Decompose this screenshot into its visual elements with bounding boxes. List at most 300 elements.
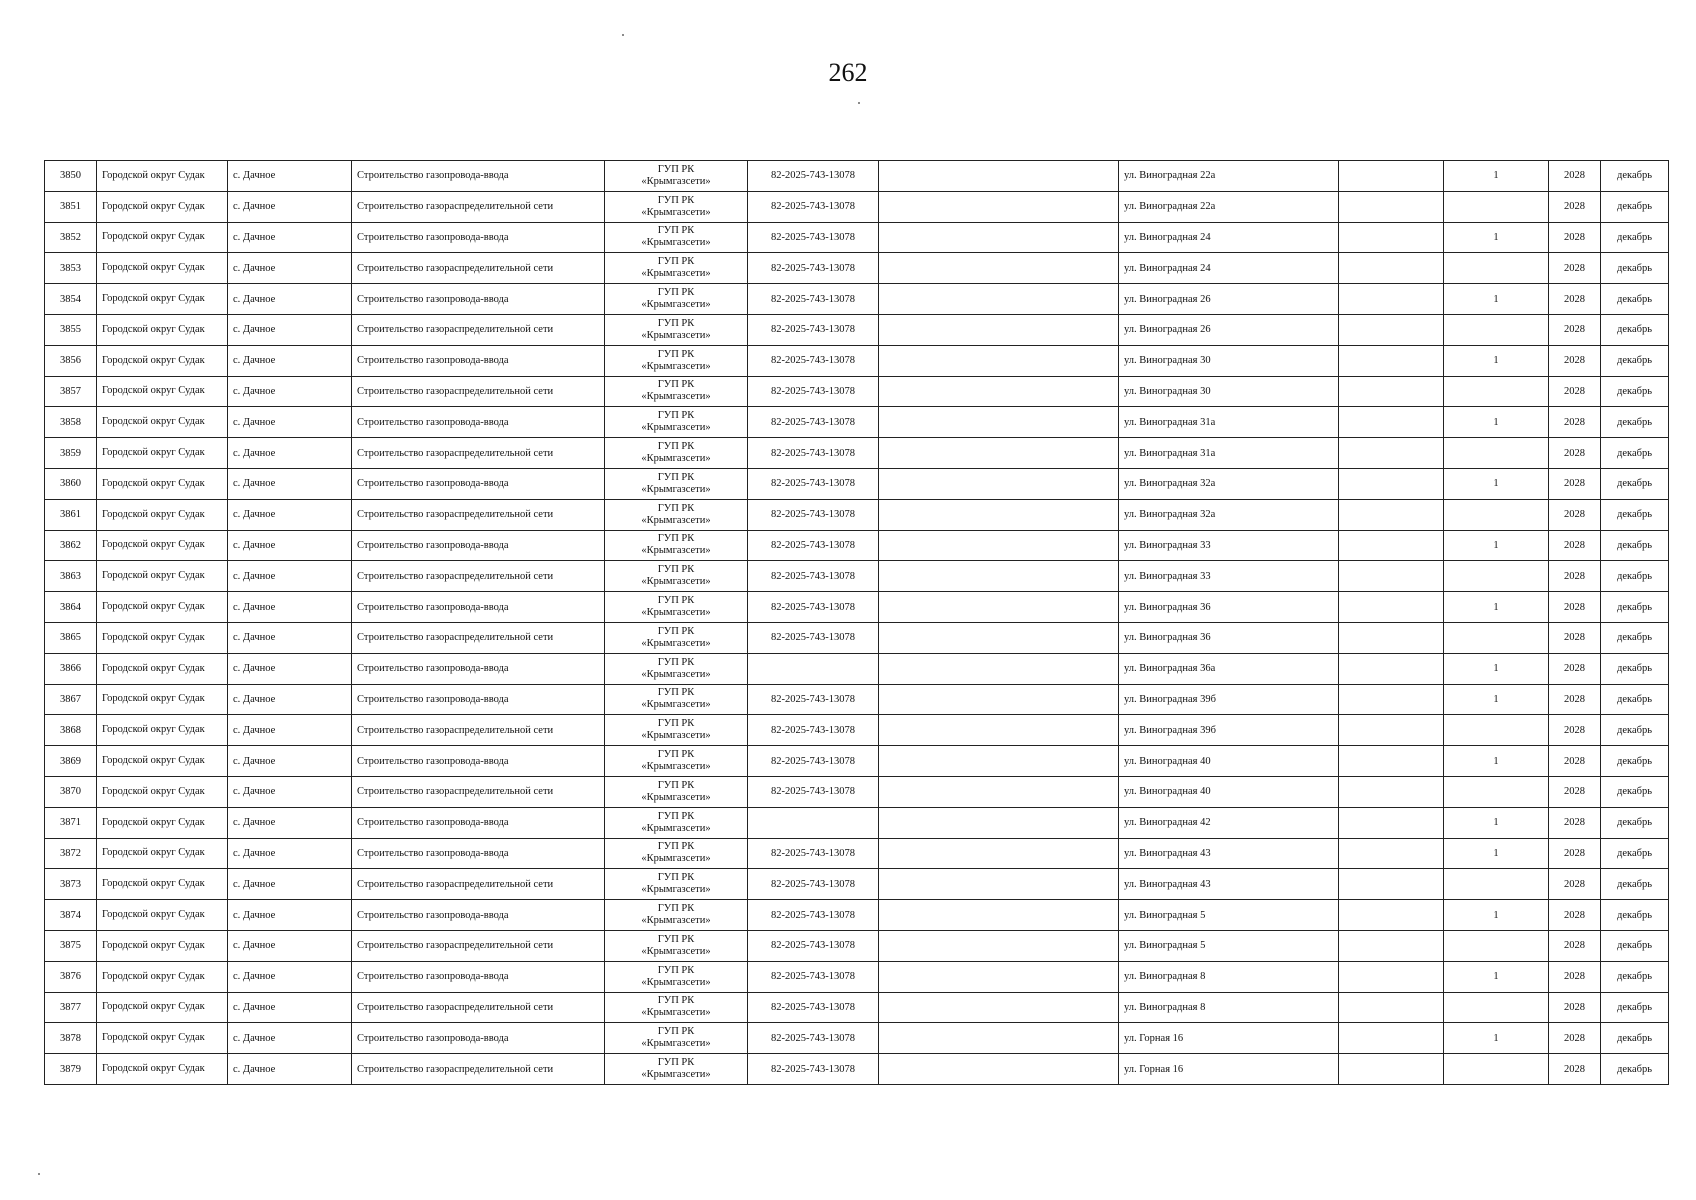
address-cell: ул. Виноградная 5 [1119, 930, 1339, 961]
empty-cell [879, 191, 1119, 222]
empty-cell [879, 314, 1119, 345]
village-cell: с. Дачное [228, 653, 352, 684]
quantity-cell [1444, 992, 1549, 1023]
row-number-cell: 3863 [45, 561, 97, 592]
owner-name: ГУП РК [657, 687, 695, 699]
month-cell: декабрь [1601, 345, 1669, 376]
work-type-cell: Строительство газораспределительной сети [352, 191, 605, 222]
table-row [45, 1023, 1669, 1054]
owner-brand: «Крымгазсети» [641, 329, 711, 341]
row-number-cell: 3868 [45, 715, 97, 746]
empty-cell [1339, 407, 1444, 438]
page-number: 262 [828, 58, 868, 87]
owner-name: ГУП РК [657, 533, 695, 545]
owner-brand: «Крымгазсети» [641, 175, 711, 187]
row-number-cell: 3851 [45, 191, 97, 222]
code-cell: 82-2025-743-13078 [748, 715, 879, 746]
village-cell: с. Дачное [228, 1023, 352, 1054]
district-cell: Городской округ Судак [97, 222, 228, 253]
work-type-cell: Строительство газораспределительной сети [352, 1054, 605, 1085]
row-number-cell: 3850 [45, 161, 97, 192]
empty-cell [1339, 838, 1444, 869]
year-cell: 2028 [1549, 530, 1601, 561]
empty-cell [1339, 345, 1444, 376]
quantity-cell: 1 [1444, 900, 1549, 931]
work-type-cell: Строительство газопровода-ввода [352, 530, 605, 561]
work-type-cell: Строительство газопровода-ввода [352, 653, 605, 684]
empty-cell [1339, 992, 1444, 1023]
empty-cell [879, 530, 1119, 561]
month-cell: декабрь [1601, 407, 1669, 438]
owner-cell [605, 869, 748, 900]
table-row [45, 345, 1669, 376]
month-cell: декабрь [1601, 253, 1669, 284]
district-cell: Городской округ Судак [97, 407, 228, 438]
address-cell: ул. Виноградная 30 [1119, 345, 1339, 376]
scan-speck [622, 34, 624, 36]
empty-cell [879, 468, 1119, 499]
quantity-cell [1444, 776, 1549, 807]
year-cell: 2028 [1549, 1023, 1601, 1054]
quantity-cell [1444, 314, 1549, 345]
table-row [45, 592, 1669, 623]
owner-cell [605, 468, 748, 499]
address-cell: ул. Виноградная 43 [1119, 838, 1339, 869]
owner-cell [605, 1023, 748, 1054]
owner-brand: «Крымгазсети» [641, 483, 711, 495]
year-cell: 2028 [1549, 746, 1601, 777]
village-cell: с. Дачное [228, 253, 352, 284]
address-cell: ул. Виноградная 36а [1119, 653, 1339, 684]
owner-brand: «Крымгазсети» [641, 1038, 711, 1050]
row-number-cell: 3856 [45, 345, 97, 376]
empty-cell [1339, 900, 1444, 931]
table-row [45, 499, 1669, 530]
empty-cell [879, 838, 1119, 869]
work-type-cell: Строительство газораспределительной сети [352, 869, 605, 900]
month-cell: декабрь [1601, 900, 1669, 931]
quantity-cell: 1 [1444, 1023, 1549, 1054]
year-cell: 2028 [1549, 376, 1601, 407]
owner-cell [605, 838, 748, 869]
empty-cell [1339, 561, 1444, 592]
month-cell: декабрь [1601, 222, 1669, 253]
district-cell: Городской округ Судак [97, 345, 228, 376]
address-cell: ул. Виноградная 32а [1119, 499, 1339, 530]
address-cell: ул. Виноградная 31а [1119, 407, 1339, 438]
code-cell: 82-2025-743-13078 [748, 776, 879, 807]
table-row [45, 838, 1669, 869]
row-number-cell: 3864 [45, 592, 97, 623]
owner-name: ГУП РК [657, 656, 695, 668]
owner-brand: «Крымгазсети» [641, 268, 711, 280]
table-row [45, 314, 1669, 345]
year-cell: 2028 [1549, 561, 1601, 592]
empty-cell [879, 253, 1119, 284]
scan-speck [858, 102, 860, 104]
quantity-cell [1444, 1054, 1549, 1085]
code-cell: 82-2025-743-13078 [748, 561, 879, 592]
empty-cell [1339, 776, 1444, 807]
owner-name: ГУП РК [657, 903, 695, 915]
year-cell: 2028 [1549, 653, 1601, 684]
registry-rows [45, 161, 1669, 1085]
owner-brand: «Крымгазсети» [641, 945, 711, 957]
owner-brand: «Крымгазсети» [641, 699, 711, 711]
quantity-cell: 1 [1444, 468, 1549, 499]
owner-brand: «Крымгазсети» [641, 976, 711, 988]
work-type-cell: Строительство газопровода-ввода [352, 592, 605, 623]
empty-cell [879, 992, 1119, 1023]
year-cell: 2028 [1549, 961, 1601, 992]
empty-cell [879, 499, 1119, 530]
district-cell: Городской округ Судак [97, 622, 228, 653]
month-cell: декабрь [1601, 561, 1669, 592]
owner-cell [605, 653, 748, 684]
district-cell: Городской округ Судак [97, 161, 228, 192]
owner-cell [605, 253, 748, 284]
year-cell: 2028 [1549, 1054, 1601, 1085]
row-number-cell: 3870 [45, 776, 97, 807]
empty-cell [879, 807, 1119, 838]
code-cell: 82-2025-743-13078 [748, 530, 879, 561]
empty-cell [1339, 222, 1444, 253]
empty-cell [1339, 746, 1444, 777]
work-type-cell: Строительство газопровода-ввода [352, 468, 605, 499]
empty-cell [1339, 530, 1444, 561]
table-row [45, 284, 1669, 315]
month-cell: декабрь [1601, 284, 1669, 315]
row-number-cell: 3874 [45, 900, 97, 931]
work-type-cell: Строительство газопровода-ввода [352, 807, 605, 838]
empty-cell [879, 869, 1119, 900]
district-cell: Городской округ Судак [97, 314, 228, 345]
year-cell: 2028 [1549, 161, 1601, 192]
table-row [45, 376, 1669, 407]
month-cell: декабрь [1601, 191, 1669, 222]
table-row [45, 930, 1669, 961]
empty-cell [1339, 684, 1444, 715]
owner-name: ГУП РК [657, 225, 695, 237]
code-cell: 82-2025-743-13078 [748, 1023, 879, 1054]
district-cell: Городской округ Судак [97, 561, 228, 592]
owner-cell [605, 499, 748, 530]
code-cell: 82-2025-743-13078 [748, 438, 879, 469]
owner-brand: «Крымгазсети» [641, 391, 711, 403]
owner-name: ГУП РК [657, 287, 695, 299]
owner-brand: «Крымгазсети» [641, 422, 711, 434]
table-row [45, 746, 1669, 777]
month-cell: декабрь [1601, 499, 1669, 530]
empty-cell [1339, 807, 1444, 838]
address-cell: ул. Виноградная 40 [1119, 746, 1339, 777]
code-cell: 82-2025-743-13078 [748, 930, 879, 961]
code-cell: 82-2025-743-13078 [748, 407, 879, 438]
month-cell: декабрь [1601, 1023, 1669, 1054]
owner-brand: «Крымгазсети» [641, 576, 711, 588]
month-cell: декабрь [1601, 992, 1669, 1023]
owner-cell [605, 438, 748, 469]
owner-cell [605, 561, 748, 592]
year-cell: 2028 [1549, 499, 1601, 530]
address-cell: ул. Виноградная 22а [1119, 191, 1339, 222]
quantity-cell [1444, 499, 1549, 530]
year-cell: 2028 [1549, 284, 1601, 315]
code-cell [748, 653, 879, 684]
empty-cell [1339, 1054, 1444, 1085]
owner-name: ГУП РК [657, 1057, 695, 1068]
address-cell: ул. Виноградная 30 [1119, 376, 1339, 407]
owner-brand: «Крымгазсети» [641, 607, 711, 619]
owner-name: ГУП РК [657, 502, 695, 514]
village-cell: с. Дачное [228, 807, 352, 838]
address-cell: ул. Виноградная 24 [1119, 253, 1339, 284]
owner-name: ГУП РК [657, 995, 695, 1007]
month-cell: декабрь [1601, 1054, 1669, 1085]
district-cell: Городской округ Судак [97, 530, 228, 561]
code-cell: 82-2025-743-13078 [748, 499, 879, 530]
village-cell: с. Дачное [228, 222, 352, 253]
address-cell: ул. Горная 16 [1119, 1054, 1339, 1085]
village-cell: с. Дачное [228, 838, 352, 869]
empty-cell [1339, 314, 1444, 345]
row-number-cell: 3857 [45, 376, 97, 407]
work-type-cell: Строительство газопровода-ввода [352, 900, 605, 931]
owner-name: ГУП РК [657, 779, 695, 791]
row-number-cell: 3871 [45, 807, 97, 838]
quantity-cell: 1 [1444, 222, 1549, 253]
work-type-cell: Строительство газораспределительной сети [352, 930, 605, 961]
year-cell: 2028 [1549, 407, 1601, 438]
owner-cell [605, 992, 748, 1023]
quantity-cell: 1 [1444, 961, 1549, 992]
empty-cell [1339, 376, 1444, 407]
district-cell: Городской округ Судак [97, 1054, 228, 1085]
quantity-cell: 1 [1444, 284, 1549, 315]
district-cell: Городской округ Судак [97, 438, 228, 469]
owner-cell [605, 314, 748, 345]
work-type-cell: Строительство газопровода-ввода [352, 961, 605, 992]
empty-cell [1339, 930, 1444, 961]
empty-cell [1339, 499, 1444, 530]
district-cell: Городской округ Судак [97, 592, 228, 623]
owner-name: ГУП РК [657, 379, 695, 391]
village-cell: с. Дачное [228, 776, 352, 807]
empty-cell [1339, 1023, 1444, 1054]
owner-brand: «Крымгазсети» [641, 884, 711, 896]
empty-cell [879, 622, 1119, 653]
table-row [45, 530, 1669, 561]
work-type-cell: Строительство газопровода-ввода [352, 161, 605, 192]
owner-name: ГУП РК [657, 348, 695, 360]
village-cell: с. Дачное [228, 530, 352, 561]
quantity-cell: 1 [1444, 746, 1549, 777]
district-cell: Городской округ Судак [97, 253, 228, 284]
owner-cell [605, 807, 748, 838]
code-cell: 82-2025-743-13078 [748, 468, 879, 499]
district-cell: Городской округ Судак [97, 684, 228, 715]
empty-cell [1339, 253, 1444, 284]
work-type-cell: Строительство газопровода-ввода [352, 284, 605, 315]
work-type-cell: Строительство газопровода-ввода [352, 222, 605, 253]
address-cell: ул. Горная 16 [1119, 1023, 1339, 1054]
registry-table [44, 160, 1669, 1085]
address-cell: ул. Виноградная 36 [1119, 622, 1339, 653]
owner-brand: «Крымгазсети» [641, 853, 711, 865]
address-cell: ул. Виноградная 5 [1119, 900, 1339, 931]
village-cell: с. Дачное [228, 992, 352, 1023]
quantity-cell [1444, 869, 1549, 900]
address-cell: ул. Виноградная 22а [1119, 161, 1339, 192]
quantity-cell: 1 [1444, 530, 1549, 561]
district-cell: Городской округ Судак [97, 376, 228, 407]
address-cell: ул. Виноградная 33 [1119, 561, 1339, 592]
table-row [45, 468, 1669, 499]
empty-cell [1339, 438, 1444, 469]
owner-name: ГУП РК [657, 163, 695, 175]
owner-cell [605, 961, 748, 992]
village-cell: с. Дачное [228, 284, 352, 315]
empty-cell [879, 684, 1119, 715]
empty-cell [879, 715, 1119, 746]
code-cell: 82-2025-743-13078 [748, 900, 879, 931]
district-cell: Городской округ Судак [97, 776, 228, 807]
quantity-cell [1444, 561, 1549, 592]
code-cell: 82-2025-743-13078 [748, 622, 879, 653]
empty-cell [879, 407, 1119, 438]
row-number-cell: 3867 [45, 684, 97, 715]
district-cell: Городской округ Судак [97, 191, 228, 222]
table-row [45, 992, 1669, 1023]
table-row [45, 438, 1669, 469]
district-cell: Городской округ Судак [97, 992, 228, 1023]
district-cell: Городской округ Судак [97, 284, 228, 315]
address-cell: ул. Виноградная 43 [1119, 869, 1339, 900]
owner-brand: «Крымгазсети» [641, 761, 711, 773]
year-cell: 2028 [1549, 715, 1601, 746]
owner-cell [605, 222, 748, 253]
owner-cell [605, 930, 748, 961]
month-cell: декабрь [1601, 961, 1669, 992]
table-row [45, 622, 1669, 653]
work-type-cell: Строительство газораспределительной сети [352, 992, 605, 1023]
quantity-cell: 1 [1444, 161, 1549, 192]
month-cell: декабрь [1601, 930, 1669, 961]
address-cell: ул. Виноградная 26 [1119, 314, 1339, 345]
empty-cell [1339, 715, 1444, 746]
empty-cell [1339, 468, 1444, 499]
address-cell: ул. Виноградная 24 [1119, 222, 1339, 253]
address-cell: ул. Виноградная 36 [1119, 592, 1339, 623]
owner-cell [605, 715, 748, 746]
empty-cell [879, 746, 1119, 777]
code-cell: 82-2025-743-13078 [748, 191, 879, 222]
row-number-cell: 3876 [45, 961, 97, 992]
owner-brand: «Крымгазсети» [641, 237, 711, 249]
month-cell: декабрь [1601, 314, 1669, 345]
code-cell: 82-2025-743-13078 [748, 1054, 879, 1085]
month-cell: декабрь [1601, 653, 1669, 684]
empty-cell [1339, 653, 1444, 684]
empty-cell [1339, 284, 1444, 315]
empty-cell [879, 345, 1119, 376]
address-cell: ул. Виноградная 40 [1119, 776, 1339, 807]
village-cell: с. Дачное [228, 746, 352, 777]
row-number-cell: 3865 [45, 622, 97, 653]
year-cell: 2028 [1549, 992, 1601, 1023]
year-cell: 2028 [1549, 869, 1601, 900]
code-cell: 82-2025-743-13078 [748, 314, 879, 345]
quantity-cell [1444, 930, 1549, 961]
owner-cell [605, 284, 748, 315]
empty-cell [879, 1054, 1119, 1085]
row-number-cell: 3853 [45, 253, 97, 284]
work-type-cell: Строительство газораспределительной сети [352, 622, 605, 653]
month-cell: декабрь [1601, 746, 1669, 777]
village-cell: с. Дачное [228, 592, 352, 623]
owner-name: ГУП РК [657, 564, 695, 576]
year-cell: 2028 [1549, 592, 1601, 623]
table-row [45, 900, 1669, 931]
row-number-cell: 3872 [45, 838, 97, 869]
code-cell: 82-2025-743-13078 [748, 838, 879, 869]
month-cell: декабрь [1601, 161, 1669, 192]
table-row [45, 961, 1669, 992]
village-cell: с. Дачное [228, 499, 352, 530]
code-cell: 82-2025-743-13078 [748, 284, 879, 315]
empty-cell [879, 900, 1119, 931]
empty-cell [879, 161, 1119, 192]
month-cell: декабрь [1601, 622, 1669, 653]
empty-cell [879, 930, 1119, 961]
table-row [45, 715, 1669, 746]
owner-cell [605, 776, 748, 807]
village-cell: с. Дачное [228, 930, 352, 961]
owner-name: ГУП РК [657, 1026, 695, 1038]
district-cell: Городской округ Судак [97, 1023, 228, 1054]
row-number-cell: 3859 [45, 438, 97, 469]
empty-cell [1339, 961, 1444, 992]
table-row [45, 561, 1669, 592]
work-type-cell: Строительство газопровода-ввода [352, 746, 605, 777]
year-cell: 2028 [1549, 622, 1601, 653]
empty-cell [1339, 592, 1444, 623]
district-cell: Городской округ Судак [97, 746, 228, 777]
owner-brand: «Крымгазсети» [641, 822, 711, 834]
owner-name: ГУП РК [657, 810, 695, 822]
code-cell: 82-2025-743-13078 [748, 376, 879, 407]
row-number-cell: 3873 [45, 869, 97, 900]
address-cell: ул. Виноградная 39б [1119, 684, 1339, 715]
table-row [45, 222, 1669, 253]
owner-name: ГУП РК [657, 595, 695, 607]
owner-cell [605, 622, 748, 653]
table-row [45, 776, 1669, 807]
year-cell: 2028 [1549, 345, 1601, 376]
owner-cell [605, 191, 748, 222]
empty-cell [879, 961, 1119, 992]
work-type-cell: Строительство газораспределительной сети [352, 561, 605, 592]
village-cell: с. Дачное [228, 468, 352, 499]
empty-cell [879, 222, 1119, 253]
owner-brand: «Крымгазсети» [641, 730, 711, 742]
code-cell: 82-2025-743-13078 [748, 222, 879, 253]
owner-brand: «Крымгазсети» [641, 1069, 711, 1080]
row-number-cell: 3877 [45, 992, 97, 1023]
empty-cell [879, 438, 1119, 469]
address-cell: ул. Виноградная 31а [1119, 438, 1339, 469]
owner-cell [605, 684, 748, 715]
